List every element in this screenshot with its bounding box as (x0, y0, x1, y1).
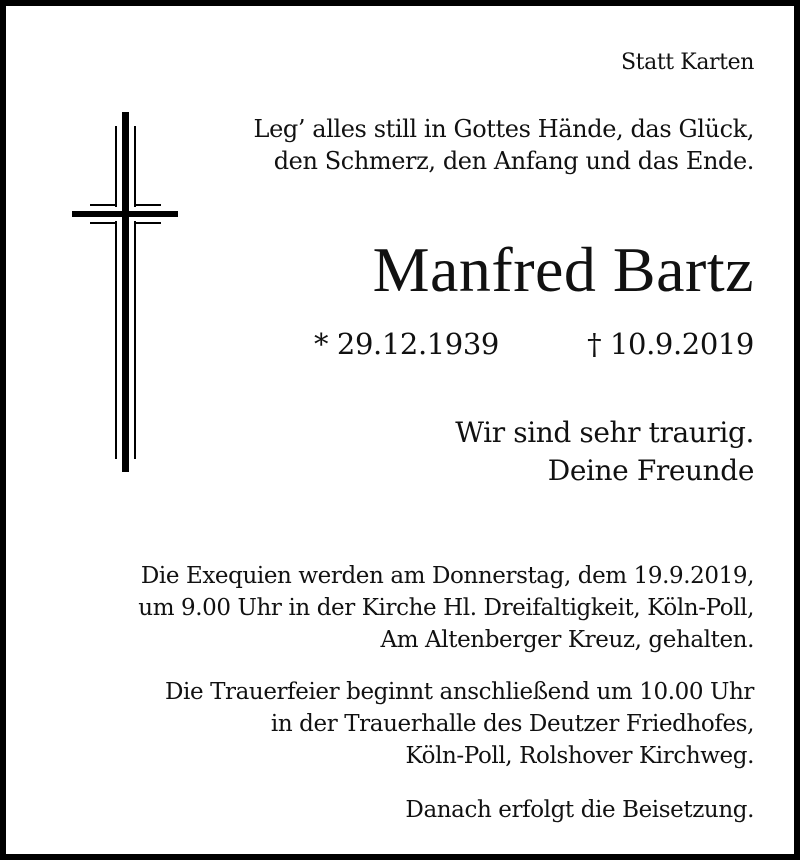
mourners-line: Wir sind sehr traurig. (455, 416, 754, 449)
header-text: Statt Karten (620, 50, 754, 75)
service-line: Die Exequien werden am Donnerstag, dem 19.9.2019, (140, 563, 754, 589)
quote (254, 113, 754, 177)
quote-line: Leg’ alles still in Gottes Hände, das Glück, (253, 115, 754, 143)
quote-line: den Schmerz, den Anfang und das Ende. (273, 147, 754, 175)
mourners-line: Deine Freunde (547, 454, 754, 487)
ceremony-line: Die Trauerfeier beginnt anschließend um 10.00 Uhr (164, 679, 754, 705)
deceased-name: Manfred Bartz (372, 234, 754, 305)
ceremony-line: Köln-Poll, Rolshover Kirchweg. (405, 743, 754, 769)
service-line: Am Altenberger Kreuz, gehalten. (380, 627, 754, 653)
burial-info: Danach erfolgt die Beisetzung. (405, 797, 754, 823)
death-date: † 10.9.2019 (587, 327, 754, 361)
birth-date: * 29.12.1939 (314, 327, 499, 361)
ceremony-line: in der Trauerhalle des Deutzer Friedhofes, (270, 711, 754, 737)
service-line: um 9.00 Uhr in der Kirche Hl. Dreifaltigkeit, Köln-Poll, (138, 595, 754, 621)
service-info (138, 560, 754, 656)
ceremony-info (165, 676, 754, 772)
mourners-message (455, 414, 754, 490)
